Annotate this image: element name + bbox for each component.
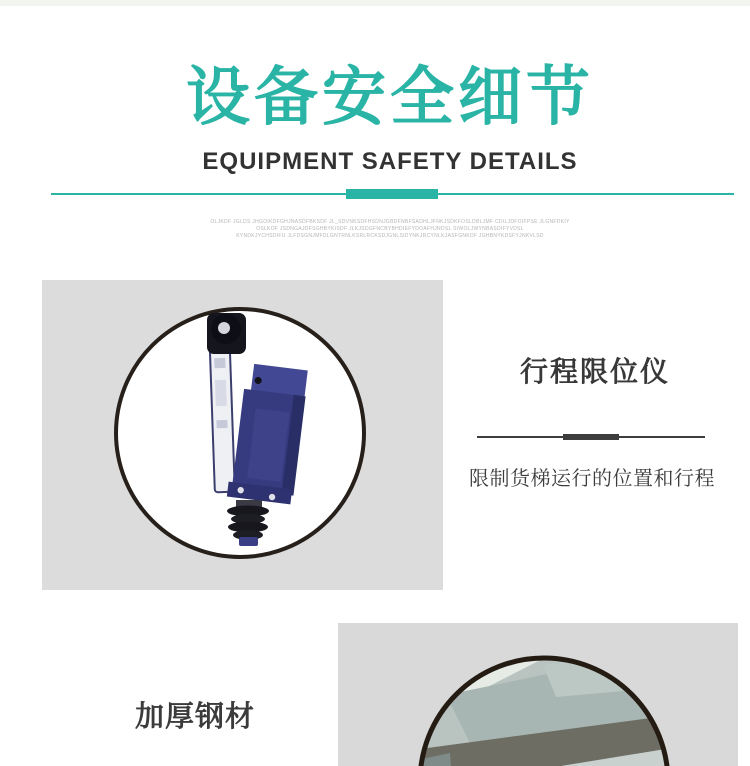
- section1-description: 限制货梯运行的位置和行程: [469, 468, 715, 490]
- steel-beam-photo: [338, 623, 738, 766]
- fineprint-line: OLJKDF JGLDS JHGOIKDFGHJNASDFBKSDF JL_SDVNKSDFHSDNJGBDFNBFSADHLJFNKJSDKFOSLDBLJMF CDILJDFOIFPSE JLGNFDKIY: [210, 219, 570, 225]
- limit-switch-photo: [42, 280, 443, 590]
- decorative-fineprint: [15, 219, 750, 240]
- section1-divider: [477, 434, 705, 440]
- steel-photo-panel: [338, 623, 738, 766]
- divider-center-block: [346, 189, 438, 199]
- top-accent-bar: [0, 0, 750, 6]
- fineprint-line: OSLKOF JSDNGAJDFSGHBYKISDF JLKJSDGFNCBYBHDIEFYDOAFHJNDSL SIWOLJWYNBASDIFYVDSL: [256, 226, 524, 232]
- limit-switch-photo-panel: [42, 280, 443, 590]
- section2-heading: 加厚钢材: [134, 701, 255, 733]
- section1-heading: 行程限位仪: [519, 356, 670, 387]
- title-divider: [51, 189, 734, 199]
- divider-center-block: [563, 434, 619, 440]
- limit-switch-lever-icon: [210, 340, 235, 493]
- page-subtitle: EQUIPMENT SAFETY DETAILS: [202, 148, 578, 175]
- page-title: 设备安全细节: [186, 61, 594, 133]
- fineprint-line: KYNDKJYCHSDIFU JLFDSGNJMFDLGNTRNLKSRLRCKSDJGNLSIDYNKJRCYNLKJASFGNKDF JGHBNYKDSFYJNKVLSD: [236, 233, 544, 239]
